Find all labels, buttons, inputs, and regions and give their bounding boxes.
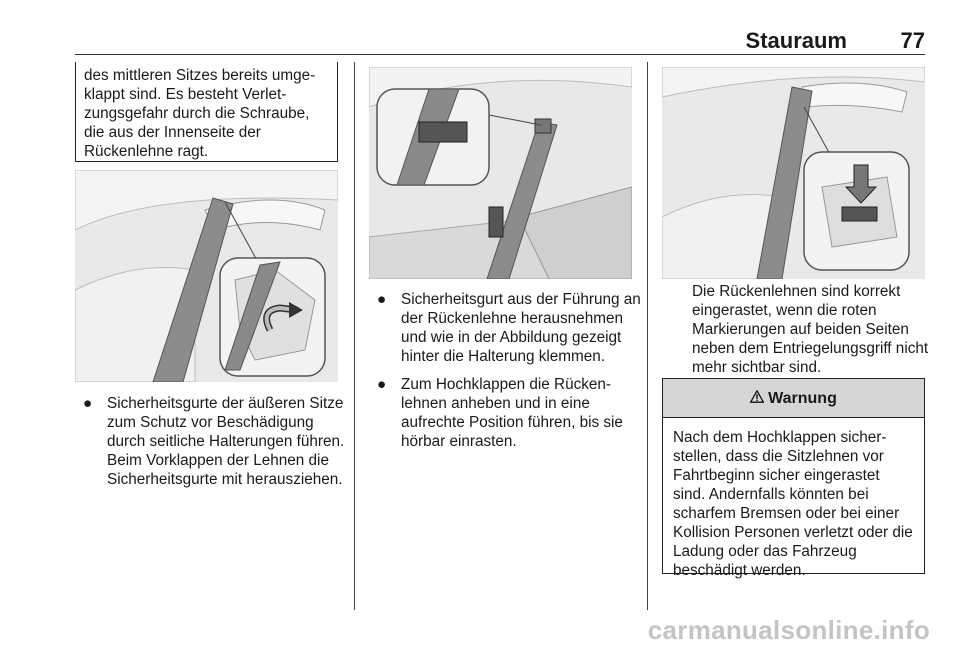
warning-body [663, 418, 924, 580]
column-divider-1 [354, 62, 355, 610]
illustration-belt-guide [369, 67, 632, 279]
illustration-release-handle [662, 67, 925, 279]
column-divider-2 [647, 62, 648, 610]
bullet-text: Zum Hochklappen die Rückenlehnen anheben und in eine aufrechte Position führen, bis sie hörbar einrasten. [401, 376, 623, 450]
locking-paragraph [692, 282, 932, 377]
warning-text: Nach dem Hochklappen sicherstellen, dass die Sitzlehnen vor Fahrtbeginn sicher eingerastet sind. Andernfalls könnten bei scharfem Bremsen oder bei einer Kollision Personen verletzt oder die Ladung oder das Fahrzeug beschädigt werden. [673, 429, 913, 579]
bullet-text: Sicherheitsgurte der äußeren Sitze zum Schutz vor Beschädigung durch seitliche Halterungen führen. Beim Vorklappen der Lehnen die Sicherheitsgurte mit herausziehen. [107, 395, 345, 488]
warning-triangle-icon [750, 389, 764, 408]
paragraph-text: Die Rückenlehnen sind korrekt eingerastet, wenn die roten Markierungen auf beiden Seiten neben dem Entriegelungsgriff nicht mehr sichtbar sind. [692, 283, 929, 376]
header-rule [75, 54, 925, 55]
page-number: 77 [900, 28, 925, 53]
warning-box [662, 378, 925, 579]
page-header [75, 22, 925, 52]
page-title: Stauraum [745, 28, 847, 53]
list-item [369, 375, 641, 451]
bullet-text: Sicherheitsgurt aus der Führung an der Rückenlehne herausnehmen und wie in der Abbildung gezeigt hinter die Halterung klemmen. [401, 291, 641, 365]
bullet-dot: ● [83, 395, 93, 412]
watermark: carmanualsonline.info [647, 615, 930, 645]
bullet-list-col2 [369, 290, 641, 460]
bullet-dot: ● [377, 291, 387, 308]
illustration-outer-seatbelt [75, 170, 338, 382]
note-text: des mittleren Sitzes bereits umgeklappt sind. Es besteht Verletzungsgefahr durch die Schraube, die aus der Innenseite der Rückenlehne ragt. [84, 67, 316, 160]
bullet-dot: ● [377, 376, 387, 393]
bullet-list-col1 [75, 394, 345, 498]
warning-header [663, 379, 924, 418]
continued-note-box [75, 62, 338, 162]
list-item [369, 290, 641, 366]
warning-title: Warnung [768, 389, 837, 407]
list-item [75, 394, 345, 489]
